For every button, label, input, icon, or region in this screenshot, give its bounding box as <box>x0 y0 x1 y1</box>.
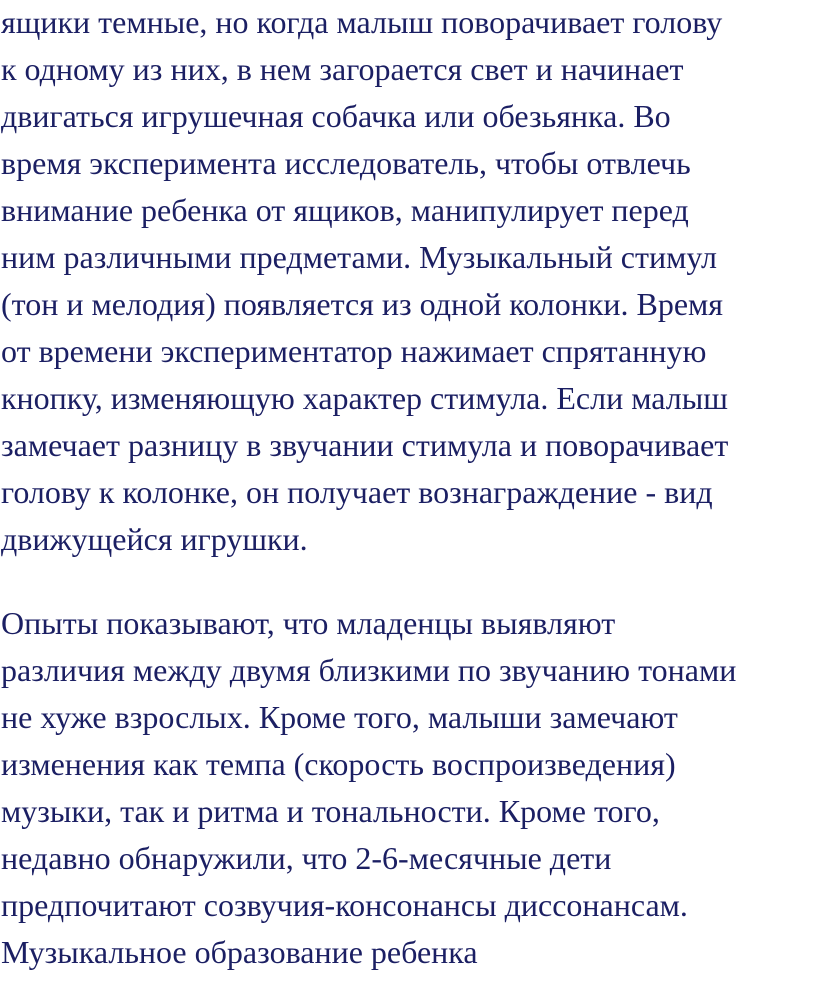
paragraph-1-line-11: голову к колонке, он получает вознаграждение - вид <box>1 474 713 510</box>
paragraph-1-line-8: от времени экспериментатор нажимает спрятанную <box>1 333 707 369</box>
paragraph-1-line-9: кнопку, изменяющую характер стимула. Если малыш <box>1 380 728 416</box>
paragraph-1-line-2: к одному из них, в нем загорается свет и начинает <box>1 51 684 87</box>
paragraph-1-line-3: двигаться игрушечная собачка или обезьянка. Во <box>1 98 671 134</box>
paragraph-2-line-5: музыки, так и ритма и тональности. Кроме того, <box>1 793 660 829</box>
paragraph-1-line-5: внимание ребенка от ящиков, манипулирует перед <box>1 192 689 228</box>
paragraph-1-line-6: ним различными предметами. Музыкальный стимул <box>1 239 717 275</box>
paragraph-1-line-4: время эксперимента исследователь, чтобы отвлечь <box>1 145 691 181</box>
paragraph-2-line-7: предпочитают созвучия-консонансы диссонансам. <box>1 887 688 923</box>
paragraph-1-line-12: движущейся игрушки. <box>1 521 308 557</box>
paragraph-2-line-1: Опыты показывают, что младенцы выявляют <box>1 605 616 641</box>
paragraph-2-line-3: не хуже взрослых. Кроме того, малыши замечают <box>1 699 678 735</box>
paragraph-2-line-4: изменения как темпа (скорость воспроизведения) <box>1 746 676 782</box>
paragraph-2-line-2: различия между двумя близкими по звучанию тонами <box>1 652 737 688</box>
paragraph-1-line-7: (тон и мелодия) появляется из одной колонки. Время <box>1 286 724 322</box>
paragraph-2-line-8: Музыкальное образование ребенка <box>1 934 478 970</box>
paragraph-2-line-6: недавно обнаружили, что 2-6-месячные дети <box>1 840 612 876</box>
paragraph-1-line-1: ящики темные, но когда малыш поворачивает голову <box>1 4 723 40</box>
paragraph-1-line-10: замечает разницу в звучании стимула и поворачивает <box>1 427 729 463</box>
